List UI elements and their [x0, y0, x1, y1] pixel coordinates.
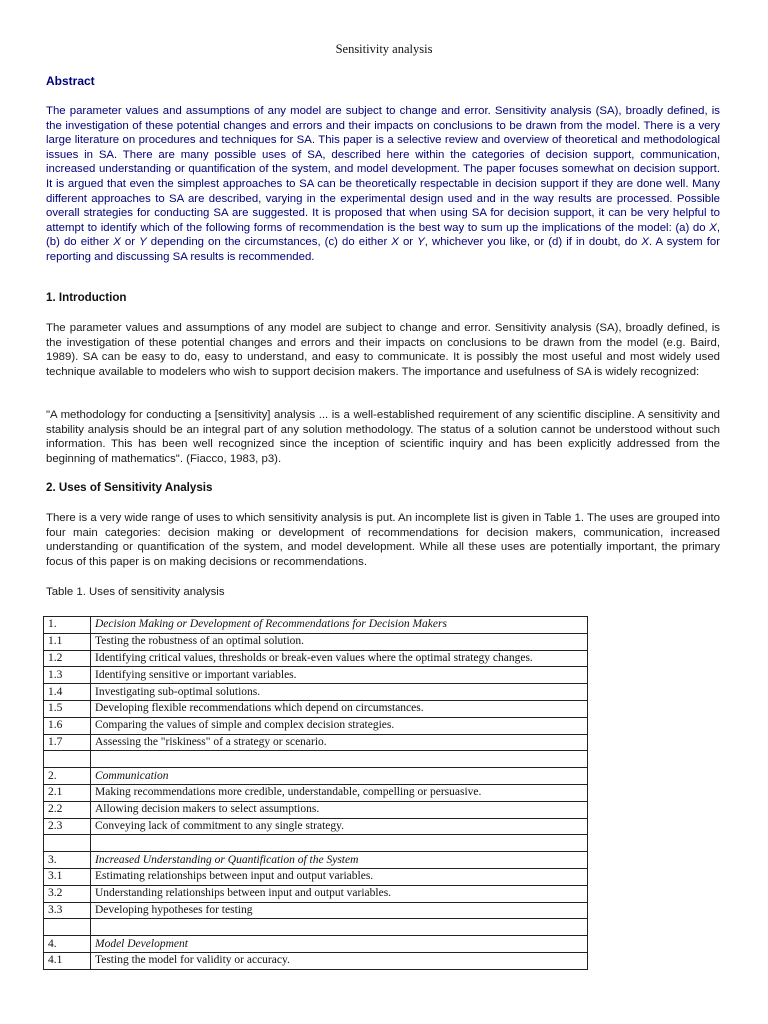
table-cell-use: [91, 835, 588, 852]
table-cell-number: 1.6: [44, 717, 91, 734]
table-cell-category: Communication: [91, 768, 588, 785]
table-row: [44, 852, 588, 869]
table-cell-use: Conveying lack of commitment to any single strategy.: [91, 818, 588, 835]
table-cell-number: [44, 751, 91, 768]
uses-paragraph: There is a very wide range of uses to which sensitivity analysis is put. An incomplete list is given in Table 1. The uses are grouped into four main categories: decision making or development of recommendations for decision makers, communication, increased understanding or quantification of the system, and model development. While all these uses are potentially important, the primary focus of this paper is on making decisions or recommendations.: [46, 512, 720, 568]
introduction-paragraph: The parameter values and assumptions of any model are subject to change and error. Sensitivity analysis (SA), broadly defined, is the investigation of these potential changes and errors and their impacts on conclusions to be drawn from the model (e.g. Baird, 1989). SA can be easy to do, easy to understand, and easy to communicate. It is possibly the most useful and most widely used technique available to modelers who wish to support decision makers. The importance and usefulness of SA is widely recognized:: [46, 322, 720, 378]
fiacco-quote: "A methodology for conducting a [sensitivity] analysis ... is a well-established requirement of any scientific discipline. A sensitivity and stability analysis should be an integral part of any solution methodology. The status of a solution cannot be understood without such information. This has been well recognized since the inception of scientific inquiry and has been explicitly addressed from the beginning of mathematics". (Fiacco, 1983, p3).: [46, 409, 720, 465]
table-cell-use: Testing the robustness of an optimal solution.: [91, 633, 588, 650]
table-cell-use: Making recommendations more credible, understandable, compelling or persuasive.: [91, 784, 588, 801]
table-row: [44, 684, 588, 701]
table-cell-number: 1.2: [44, 650, 91, 667]
table-cell-category: Model Development: [91, 936, 588, 953]
table-row: [44, 902, 588, 919]
table-cell-category: Increased Understanding or Quantification of the System: [91, 852, 588, 869]
table-row: [44, 919, 588, 936]
table-cell-number: 3.2: [44, 885, 91, 902]
table-row: [44, 734, 588, 751]
table-cell-number: 2.3: [44, 818, 91, 835]
table-cell-number: 1.3: [44, 667, 91, 684]
table-cell-use: Identifying sensitive or important variables.: [91, 667, 588, 684]
table-row: [44, 751, 588, 768]
table-row: [44, 835, 588, 852]
table-cell-number: 1.4: [44, 684, 91, 701]
table-cell-use: Developing flexible recommendations which depend on circumstances.: [91, 700, 588, 717]
abstract-heading: Abstract: [46, 74, 95, 88]
table-cell-use: Understanding relationships between input and output variables.: [91, 885, 588, 902]
table-cell-use: [91, 751, 588, 768]
table-row: [44, 952, 588, 969]
table-cell-number: 4.1: [44, 952, 91, 969]
table-caption: Table 1. Uses of sensitivity analysis: [46, 586, 225, 598]
table-cell-use: Allowing decision makers to select assumptions.: [91, 801, 588, 818]
table-cell-number: 2.: [44, 768, 91, 785]
table-cell-category: Decision Making or Development of Recommendations for Decision Makers: [91, 617, 588, 634]
table-cell-number: 4.: [44, 936, 91, 953]
table-row: [44, 868, 588, 885]
table-cell-number: 2.2: [44, 801, 91, 818]
table-cell-number: [44, 835, 91, 852]
table-cell-use: Investigating sub-optimal solutions.: [91, 684, 588, 701]
table-cell-use: Assessing the "riskiness" of a strategy or scenario.: [91, 734, 588, 751]
table-row: [44, 633, 588, 650]
table-cell-number: 3.: [44, 852, 91, 869]
table-cell-number: [44, 919, 91, 936]
running-title: Sensitivity analysis: [335, 42, 433, 56]
table-cell-number: 1.7: [44, 734, 91, 751]
table-cell-number: 1.1: [44, 633, 91, 650]
table-cell-use: [91, 919, 588, 936]
table-cell-number: 2.1: [44, 784, 91, 801]
uses-heading: 2. Uses of Sensitivity Analysis: [46, 481, 213, 494]
table-row: [44, 784, 588, 801]
table-cell-number: 1.5: [44, 700, 91, 717]
table-cell-number: 1.: [44, 617, 91, 634]
table-row: [44, 650, 588, 667]
table-cell-use: Estimating relationships between input and output variables.: [91, 868, 588, 885]
table-row: [44, 818, 588, 835]
table-row: [44, 768, 588, 785]
table-row: [44, 717, 588, 734]
introduction-heading: 1. Introduction: [46, 291, 127, 304]
table-row: [44, 885, 588, 902]
table-cell-use: Comparing the values of simple and complex decision strategies.: [91, 717, 588, 734]
table-cell-use: Identifying critical values, thresholds or break-even values where the optimal strategy changes.: [91, 650, 588, 667]
table-row: [44, 617, 588, 634]
table-cell-use: Testing the model for validity or accuracy.: [91, 952, 588, 969]
table-row: [44, 667, 588, 684]
uses-table: [43, 616, 588, 970]
table-cell-number: 3.1: [44, 868, 91, 885]
table-cell-number: 3.3: [44, 902, 91, 919]
table-row: [44, 801, 588, 818]
table-cell-use: Developing hypotheses for testing: [91, 902, 588, 919]
table-row: [44, 700, 588, 717]
abstract-text: The parameter values and assumptions of any model are subject to change and error. Sensitivity analysis (SA), broadly defined, is the investigation of these potential changes and errors and their impacts on conclusions to be drawn from the model. There is a very large literature on procedures and techniques for SA. This paper is a selective review and overview of theoretical and methodological issues in SA. There are many possible uses of SA, described here within the categories of decision support, communication, increased understanding or quantification of the system, and model development. The paper focuses somewhat on decision support. It is argued that even the simplest approaches to SA can be theoretically respectable in decision support if they are done well. Many different approaches to SA are described, varying in the experimental design used and in the way results are processed. Possible overall strategies for conducting SA are suggested. It is proposed that when using SA for decision support, it can be very helpful to attempt to identify which of the following forms of recommendation is the best way to sum up the implications of the model: (a) do X, (b) do either X or Y depending on the circumstances, (c) do either X or Y, whichever you like, or (d) if in doubt, do X. A system for reporting and discussing SA results is recommended.: [46, 105, 720, 263]
table-row: [44, 936, 588, 953]
